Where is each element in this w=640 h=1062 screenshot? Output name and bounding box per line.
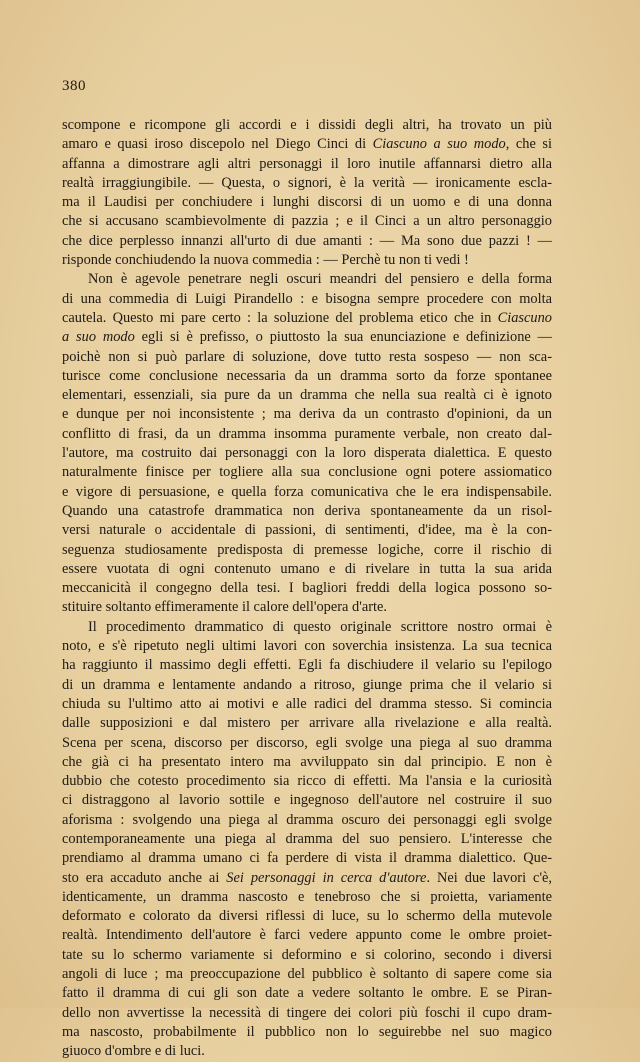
text-segment: dubbio che cotesto procedimento sia ricco di effetti. Ma l'ansia e la curiosità: [62, 773, 552, 790]
text-line: [62, 888, 552, 907]
text-line: [62, 714, 552, 733]
text-line: [62, 753, 552, 772]
text-line: [62, 984, 552, 1003]
text-segment: angoli di luce ; ma preoccupazione del pubblico è soltanto di sapere come sia: [62, 966, 552, 983]
text-line: [62, 946, 552, 965]
body-text: [62, 116, 552, 1062]
text-segment: stituire soltanto effimeramente il calore dell'opera d'arte.: [62, 599, 387, 616]
text-segment: di una commedia di Luigi Pirandello : e bisogna sempre procedere con molta: [62, 290, 552, 307]
text-line: [62, 251, 552, 270]
text-segment: identicamente, un dramma nascosto e tenebroso che si proietta, variamente: [62, 888, 552, 905]
text-line: [62, 695, 552, 714]
text-line: [62, 907, 552, 926]
text-segment: naturalmente finisce per togliere alla sua conclusione ogni potere assiomatico: [62, 464, 552, 481]
text-line: [62, 116, 552, 135]
text-line: [62, 791, 552, 810]
text-segment: di un dramma e lentamente andando a ritroso, giunge prima che il velario si: [62, 676, 552, 693]
text-line: [62, 869, 552, 888]
italic-title: a suo modo: [62, 329, 135, 346]
text-line: [62, 598, 552, 617]
text-line: [62, 405, 552, 424]
text-segment: dello non avvertisse la necessità di tingere dei colori più foschi il cupo dram-: [62, 1004, 552, 1021]
text-line: [62, 232, 552, 251]
text-line: [62, 348, 552, 367]
text-line: [62, 656, 552, 675]
text-line: [62, 926, 552, 945]
italic-title: Ciascuno: [497, 309, 552, 326]
text-line: [62, 637, 552, 656]
text-segment: , che si: [505, 136, 552, 153]
text-segment: affanna a dimostrare agli altri personaggi il loro inutile affannarsi dietro alla: [62, 155, 552, 172]
text-segment: versi naturale o accidentale di passioni, di sentimenti, d'idee, ma è la con-: [62, 522, 552, 539]
text-segment: deformato e colorato da diversi riflessi di luce, su lo schermo della mutevole: [62, 908, 552, 925]
text-line: [62, 579, 552, 598]
text-segment: realtà irraggiungibile. — Questa, o signori, è la verità — ironicamente escla-: [62, 174, 552, 191]
text-segment: noto, e s'è ripetuto negli ultimi lavori con soverchia insistenza. La sua tecnica: [62, 638, 552, 655]
text-segment: poichè non si può parlare di soluzione, dove tutto resta sospeso — non sca-: [62, 348, 552, 365]
text-segment: dalle supposizioni e dal mistero per arrivare alla rivelazione e alla realtà.: [62, 715, 552, 732]
text-line: [62, 463, 552, 482]
text-line: [62, 483, 552, 502]
text-line: [62, 676, 552, 695]
text-segment: seguenza studiosamente predisposta di premesse logiche, corre il rischio di: [62, 541, 552, 558]
text-line: [62, 328, 552, 347]
text-segment: e vigore di persuasione, e quella forza comunicativa che le era indispensabile.: [62, 483, 552, 500]
text-segment: ma nascosto, probabilmente il pubblico non lo seguirebbe nel suo magico: [62, 1023, 552, 1040]
text-segment: l'autore, ma costruito dai personaggi con la loro disperata dialettica. E questo: [62, 445, 552, 462]
text-line: [62, 270, 552, 289]
text-segment: essere vuotata di ogni contenuto umano e di rivelare in tutta la sua arida: [62, 560, 552, 577]
text-segment: e dunque per noi inconsistente ; ma deriva da un contrasto d'opinioni, da un: [62, 406, 552, 423]
text-line: [62, 1042, 552, 1061]
text-line: [62, 772, 552, 791]
italic-title: Sei personaggi in cerca d'autore: [226, 869, 427, 886]
text-line: [62, 811, 552, 830]
text-segment: prendiamo al dramma umano ci fa perdere di vista il dramma dialettico. Que-: [62, 850, 552, 867]
text-line: [62, 135, 552, 154]
text-segment: ma il Laudisi per conchiudere i lunghi discorsi di un uomo e di una donna: [62, 194, 552, 211]
text-line: [62, 618, 552, 637]
text-segment: contemporaneamente una piega al dramma del suo pensiero. L'interesse che: [62, 830, 552, 847]
text-segment: giuoco d'ombre e di luci.: [62, 1043, 205, 1060]
text-segment: conflitto di frasi, da un dramma insomma puramente verbale, non creato dal-: [62, 425, 552, 442]
text-segment: che si accusano scambievolmente di pazzia ; e il Cinci a un altro personaggio: [62, 213, 552, 230]
text-line: [62, 309, 552, 328]
text-segment: cautela. Questo mi pare certo : la soluzione del problema etico che in: [62, 309, 498, 326]
text-segment: amaro e quasi iroso discepolo nel Diego Cinci di: [62, 136, 373, 153]
text-segment: chiuda su l'ultimo atto ai motivi e alle radici del dramma stesso. Si comincia: [62, 695, 552, 712]
text-line: [62, 155, 552, 174]
text-line: [62, 560, 552, 579]
text-line: [62, 502, 552, 521]
text-segment: turisce come conclusione necessaria da un dramma sorto da forze spontanee: [62, 367, 552, 384]
text-segment: Non è agevole penetrare negli oscuri meandri del pensiero e della forma: [88, 271, 552, 288]
text-line: [62, 734, 552, 753]
italic-title: Ciascuno a suo modo: [372, 136, 506, 153]
text-segment: Il procedimento drammatico di questo originale scrittore nostro ormai è: [88, 618, 552, 635]
text-segment: egli si è prefisso, o piuttosto la sua enunciazione e definizione —: [134, 329, 552, 346]
text-line: [62, 290, 552, 309]
text-line: [62, 193, 552, 212]
text-line: [62, 541, 552, 560]
text-segment: meccanicità il congegno della tesi. I bagliori freddi della logica possono so-: [62, 580, 552, 597]
text-line: [62, 521, 552, 540]
text-segment: tate su lo schermo variamente si deformino e si colorino, secondo i diversi: [62, 946, 552, 963]
text-line: [62, 386, 552, 405]
page-number: 380: [62, 78, 86, 94]
text-line: [62, 444, 552, 463]
text-line: [62, 830, 552, 849]
text-segment: Quando una catastrofe drammatica non deriva spontaneamente da un risol-: [62, 502, 552, 519]
text-line: [62, 1004, 552, 1023]
text-line: [62, 174, 552, 193]
text-segment: realtà. Intendimento dell'autore è farci vedere appunto come le ombre proiet-: [62, 927, 552, 944]
text-line: [62, 367, 552, 386]
text-segment: che già ci ha presentato intero ma avviluppato sin dal principio. E non è: [62, 753, 552, 770]
text-segment: scompone e ricompone gli accordi e i dissidi degli altri, ha trovato un più: [62, 117, 552, 133]
text-segment: Scena per scena, discorso per discorso, egli svolge una piega al suo dramma: [62, 734, 552, 751]
text-segment: ci distraggono al lavorio sottile e ingegnoso dell'autore nel costruire il suo: [62, 792, 552, 809]
text-line: [62, 965, 552, 984]
text-line: [62, 425, 552, 444]
text-segment: che dice perplesso innanzi all'urto di due amanti : — Ma sono due pazzi ! —: [62, 232, 552, 249]
text-segment: . Nei due lavori c'è,: [426, 869, 552, 886]
text-segment: sto era accaduto anche ai: [62, 869, 227, 886]
text-segment: elementari, essenziali, sia pure da un dramma che nella sua realtà ci è ignoto: [62, 387, 552, 404]
text-segment: aforisma : svolgendo una piega al dramma oscuro dei personaggi egli svolge: [62, 811, 552, 828]
text-segment: fatto il dramma di cui gli son date a vedere soltanto le ombre. E se Piran-: [62, 985, 552, 1002]
text-line: [62, 849, 552, 868]
text-line: [62, 212, 552, 231]
text-segment: risponde conchiudendo la nuova commedia : — Perchè tu non ti vedi !: [62, 252, 469, 269]
text-segment: ha raggiunto il massimo degli effetti. Egli fa dischiudere il velario su l'epilogo: [62, 657, 552, 674]
text-line: [62, 1023, 552, 1042]
